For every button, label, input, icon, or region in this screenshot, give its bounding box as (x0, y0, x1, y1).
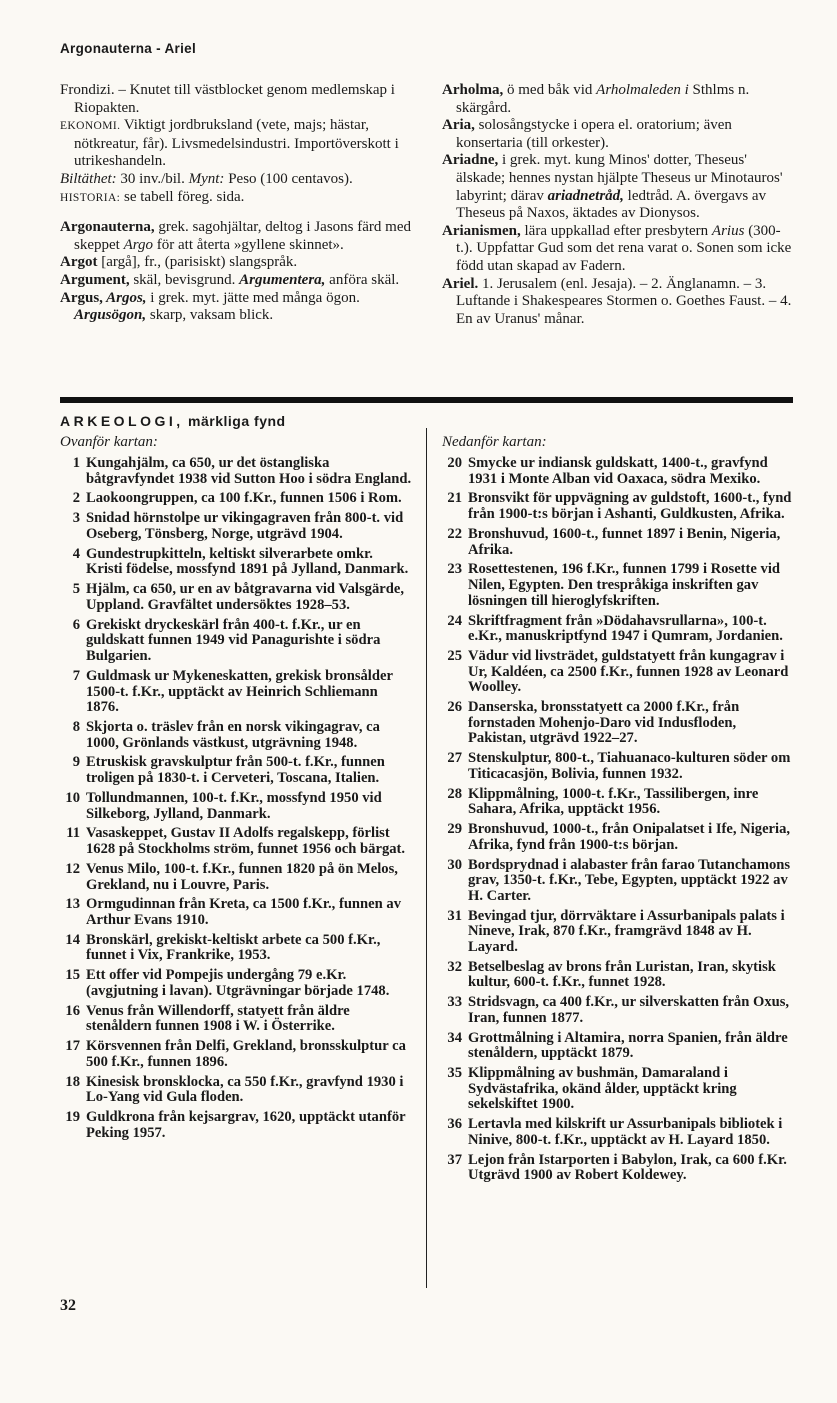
find-item (60, 511, 412, 542)
page-number: 32 (60, 1297, 76, 1314)
find-number: 12 (65, 860, 80, 877)
find-text: Guldmask ur Mykeneskatten, grekisk bronsålder 1500-t. f.Kr., upptäckt av Heinrich Schliemann 1876. (86, 667, 393, 716)
find-text: Venus Milo, 100-t. f.Kr., funnen 1820 på ön Melos, Grekland, nu i Louvre, Paris. (86, 860, 398, 893)
history-text: se tabell föreg. sida. (120, 188, 245, 205)
find-number: 13 (65, 896, 80, 913)
find-number: 20 (447, 455, 462, 471)
find-number: 1 (72, 455, 80, 471)
entry-headword: Argument, (60, 271, 130, 288)
find-number: 17 (65, 1038, 80, 1055)
section-title (60, 413, 286, 429)
density-label: Biltäthet: (60, 170, 117, 187)
right-subheading: Nedanför kartan: (442, 434, 547, 450)
history-paragraph (60, 189, 414, 208)
find-text: Kungahjälm, ca 650, ur det östangliska båtgravfyndet 1938 vid Sutton Hoo i södra England. (86, 455, 412, 487)
entry-text: skarp, vaksam blick. (146, 307, 274, 324)
entry-text: för att återta »gyllene skinnet». (153, 236, 344, 253)
entry-headword: Arholma, (442, 82, 504, 98)
entry-argot (60, 254, 414, 272)
history-label: HISTORIA: (60, 191, 121, 204)
find-text: Ormgudinnan från Kreta, ca 1500 f.Kr., funnen av Arthur Evans 1910. (86, 896, 402, 928)
find-text: Ett offer vid Pompejis undergång 79 e.Kr. (avgjutning i lavan). Utgrävningar började 1748. (86, 967, 390, 999)
entry-italic: Argusögon, (74, 307, 147, 324)
find-text: Venus från Willendorff, statyett från äldre stenåldern funnen 1908 i W. i Österrike. (86, 1002, 350, 1035)
entry-text: i grek. myt. kung Minos' dotter, Theseus' älskade; hennes nystan hjälpte Theseus ur Minotauros' labyrint; därav (456, 152, 783, 204)
entry-headword: Ariel. (442, 275, 479, 292)
find-item (60, 547, 412, 578)
find-number: 27 (447, 750, 462, 767)
entry-text: grek. sagohjältar, deltog i Jasons färd med skeppet (74, 219, 411, 253)
find-item (442, 1117, 794, 1148)
find-item (60, 618, 412, 665)
entry-italic: ariadnetråd, (547, 187, 624, 204)
find-number: 4 (72, 545, 80, 562)
entry-headword: Ariadne, (442, 152, 499, 169)
find-number: 29 (447, 821, 462, 838)
find-item (442, 491, 794, 522)
entry-text: ö med båk vid (503, 82, 597, 98)
find-item (442, 1031, 794, 1062)
find-number: 19 (65, 1109, 80, 1126)
entry-italic: Argo (123, 236, 154, 253)
entry-ariadne (442, 152, 796, 222)
find-item (442, 649, 794, 696)
find-text: Vädur vid livsträdet, guldstatyett från kungagrav i Ur, Kaldéen, ca 2500 f.Kr., funnen 1928 av Leonard Woolley. (468, 648, 789, 696)
find-number: 21 (447, 490, 462, 507)
top-left-column (60, 82, 414, 325)
find-text: Kinesisk bronsklocka, ca 550 f.Kr., gravfynd 1930 i Lo-Yang vid Gula floden. (86, 1073, 404, 1106)
find-item (60, 1004, 412, 1035)
entry-text: Sthlms n. skärgård. (456, 82, 750, 116)
entry-text: lära uppkallad efter presbytern (520, 222, 712, 239)
find-text: Danserska, bronsstatyett ca 2000 f.Kr., från fornstaden Mohenjo-Daro vid Indusfloden, Pakistan, utgrävd 1922–27. (468, 699, 740, 747)
find-number: 33 (447, 994, 462, 1011)
find-number: 31 (447, 907, 462, 924)
finds-list-right (442, 456, 794, 1188)
running-head: Argonauterna - Ariel (60, 41, 197, 56)
find-item (442, 456, 794, 487)
find-item (60, 669, 412, 716)
find-item (442, 614, 794, 645)
find-text: Lejon från Istarporten i Babylon, Irak, ca 600 f.Kr. Utgrävd 1900 av Robert Koldewey. (468, 1151, 787, 1184)
find-number: 5 (72, 581, 80, 598)
entry-headword: Arianismen, (442, 222, 521, 239)
find-number: 9 (72, 754, 80, 771)
entry-text: ledtråd. A. övergavs av Theseus på Naxos, äktades av Dionysos. (456, 187, 767, 222)
find-number: 16 (65, 1002, 80, 1019)
find-text: Stridsvagn, ca 400 f.Kr., ur silverskatten från Oxus, Iran, funnen 1877. (468, 994, 790, 1026)
find-item (60, 968, 412, 999)
find-item (60, 862, 412, 893)
entry-headword: Argot (60, 254, 98, 271)
entry-headword: Argonauterna, (60, 219, 155, 236)
entry-headword: Aria, (442, 117, 475, 134)
find-item (442, 1153, 794, 1184)
find-text: Hjälm, ca 650, ur en av båtgravarna vid Valsgärde, Uppland. Gravfältet undersöktes 1928–53. (86, 581, 404, 613)
entry-text: i grek. myt. jätte med många ögon. (146, 289, 360, 306)
find-item (442, 822, 794, 853)
find-number: 36 (447, 1116, 462, 1133)
density-paragraph (60, 171, 414, 189)
find-number: 18 (65, 1073, 80, 1090)
find-number: 37 (447, 1151, 462, 1168)
find-item (442, 960, 794, 991)
economy-label: EKONOMI. (60, 120, 121, 133)
entry-italic: Argumentera, (239, 271, 326, 288)
find-text: Rosettestenen, 196 f.Kr., funnen 1799 i Rosette vid Nilen, Egypten. Den trespråkiga inskriften gav lösningen till hieroglyfskriften. (468, 561, 780, 609)
find-item (442, 751, 794, 782)
find-item (60, 456, 412, 487)
find-text: Klippmålning, 1000-t. f.Kr., Tassilibergen, inre Sahara, Afrika, upptäckt 1956. (468, 785, 759, 818)
find-number: 32 (447, 958, 462, 975)
entry-argonauterna (60, 219, 414, 254)
find-item (60, 791, 412, 822)
entry-text: solosångstycke i opera el. oratorium; även konsertaria (till orkester). (456, 117, 732, 151)
find-item (60, 1110, 412, 1141)
top-right-column (442, 82, 796, 328)
entry-text: skäl, bevisgrund. (129, 271, 240, 288)
find-item (442, 995, 794, 1026)
currency-label: Mynt: (188, 170, 225, 187)
find-text: Klippmålning av bushmän, Damaraland i Sydvästafrika, okänd ålder, upptäckt kring sekelskiftet 1900. (468, 1065, 737, 1113)
find-number: 2 (72, 490, 80, 507)
find-text: Bronshuvud, 1600-t., funnet 1897 i Benin, Nigeria, Afrika. (468, 525, 781, 558)
entry-aria (442, 117, 796, 152)
find-text: Bevingad tjur, dörrväktare i Assurbanipals palats i Nineve, Irak, 870 f.Kr., framgrävd 1848 av H. Layard. (468, 907, 785, 955)
find-text: Lertavla med kilskrift ur Assurbanipals bibliotek i Ninive, 800-t. f.Kr., upptäckt av H. Layard 1850. (468, 1116, 783, 1148)
entry-italic: Arius (711, 222, 745, 239)
section-rule (60, 397, 793, 403)
left-subheading: Ovanför kartan: (60, 434, 158, 450)
entry-text: anföra skäl. (325, 271, 400, 288)
entry-arianismen (442, 223, 796, 276)
entry-ariel (442, 276, 796, 329)
find-item (442, 562, 794, 609)
find-number: 22 (447, 525, 462, 542)
column-divider (426, 428, 427, 1288)
find-text: Tollundmannen, 100-t. f.Kr., mossfynd 1950 vid Silkeborg, Jylland, Danmark. (86, 789, 382, 822)
find-number: 25 (447, 648, 462, 665)
find-item (60, 826, 412, 857)
find-text: Grottmålning i Altamira, norra Spanien, från äldre stenåldern, upptäckt 1879. (468, 1029, 788, 1062)
find-text: Snidad hörnstolpe ur vikingagraven från 800-t. vid Oseberg, Tönsberg, Norge, utgrävd 1904. (86, 510, 404, 542)
find-item (60, 1039, 412, 1070)
find-item (60, 582, 412, 613)
find-text: Bronshuvud, 1000-t., från Onipalatset i Ife, Nigeria, Afrika, fynd från 1900-t:s början. (468, 821, 791, 853)
find-number: 26 (447, 699, 462, 716)
find-text: Gundestrupkitteln, keltiskt silverarbete omkr. Kristi födelse, mossfynd 1891 på Jylland, Danmark. (86, 545, 409, 578)
find-number: 23 (447, 561, 462, 578)
find-number: 34 (447, 1029, 462, 1046)
entry-argus (60, 290, 414, 325)
find-item (442, 858, 794, 905)
frondizi-paragraph: Frondizi. – Knutet till västblocket genom medlemskap i Riopakten. (60, 82, 395, 116)
section-title-sub: märkliga fynd (183, 413, 286, 429)
density-text: 30 inv./bil. (116, 170, 189, 187)
find-text: Vasaskeppet, Gustav II Adolfs regalskepp, förlist 1628 på Stockholms ström, funnet 1956 och bärgat. (86, 825, 406, 858)
find-text: Guldkrona från kejsargrav, 1620, upptäckt utanför Peking 1957. (86, 1109, 406, 1141)
find-item (442, 1066, 794, 1113)
find-text: Etruskisk gravskulptur från 500-t. f.Kr., funnen troligen på 1830-t. i Cerveteri, Toscana, Italien. (86, 754, 385, 787)
find-item (60, 1075, 412, 1106)
find-item (442, 787, 794, 818)
find-number: 8 (72, 718, 80, 735)
find-item (442, 527, 794, 558)
find-number: 15 (65, 967, 80, 984)
entry-headword: Argus, (60, 289, 103, 306)
find-text: Grekiskt dryckeskärl från 400-t. f.Kr., ur en guldskatt funnen 1949 vid Panagurishte i södra Bulgarien. (86, 616, 381, 665)
find-item (60, 755, 412, 786)
entry-italic: Arholmaleden i (596, 82, 689, 98)
section-title-main: ARKEOLOGI, (60, 413, 184, 429)
find-text: Bronsvikt för uppvägning av guldstoft, 1600-t., fynd från 1900-t:s början i Ashanti, Guldkusten, Afrika. (468, 490, 792, 523)
find-number: 14 (65, 931, 80, 948)
economy-text: Viktigt jordbruksland (vete, majs; hästar, nötkreatur, får). Livsmedelsindustri. Importöverskott i utrikeshandeln. (74, 117, 399, 170)
find-number: 28 (447, 785, 462, 802)
find-text: Bronskärl, grekiskt-keltiskt arbete ca 500 f.Kr., funnet i Vix, Frankrike, 1953. (86, 931, 381, 964)
entry-text: 1. Jerusalem (enl. Jesaja). – 2. Änglanamn. – 3. Luftande i Shakespeares Stormen o. Goethes Faust. – 4. En av Uranus' månar. (456, 275, 792, 327)
find-number: 24 (447, 612, 462, 629)
find-text: Smycke ur indiansk guldskatt, 1400-t., gravfynd 1931 i Monte Alban vid Oaxaca, södra Mexiko. (468, 455, 768, 487)
find-item (60, 491, 412, 507)
find-text: Körsvennen från Delfi, Grekland, bronsskulptur ca 500 f.Kr., funnen 1896. (86, 1038, 406, 1070)
entry-argument (60, 272, 414, 290)
entry-arholma (442, 82, 796, 117)
find-number: 11 (66, 825, 80, 842)
find-item (60, 897, 412, 928)
find-number: 7 (72, 667, 80, 684)
find-text: Bordsprydnad i alabaster från farao Tutanchamons grav, 1350-t. f.Kr., Tebe, Egypten, upptäckt 1922 av H. Carter. (468, 856, 791, 904)
find-item (442, 700, 794, 747)
find-item (60, 720, 412, 751)
find-number: 30 (447, 856, 462, 873)
find-number: 35 (447, 1065, 462, 1082)
find-number: 10 (65, 789, 80, 806)
finds-list-left (60, 456, 412, 1146)
find-number: 6 (72, 616, 80, 633)
find-number: 3 (72, 510, 80, 527)
find-text: Skjorta o. träslev från en norsk vikingagrav, ca 1000, Grönlands västkust, utgrävning 1948. (86, 718, 380, 751)
find-text: Skriftfragment från »Dödahavsrullarna», 100-t. e.Kr., manuskriptfynd 1947 i Qumram, Jordanien. (468, 612, 783, 645)
currency-text: Peso (100 centavos). (224, 170, 353, 187)
find-item (60, 933, 412, 964)
find-text: Betselbeslag av brons från Luristan, Iran, skytisk kultur, 600-t. f.Kr., funnet 1928. (468, 958, 776, 991)
find-item (442, 909, 794, 956)
find-text: Laokoongruppen, ca 100 f.Kr., funnen 1506 i Rom. (86, 490, 402, 507)
economy-paragraph (60, 117, 414, 171)
entry-italic: Argos, (102, 289, 147, 306)
entry-text: [argå], fr., (parisiskt) slangspråk. (97, 254, 298, 271)
entry-text: (300-t.). Uppfattar Gud som det rena varat o. Sonen som icke född utan skapad av Fadern. (456, 222, 792, 274)
find-text: Stenskulptur, 800-t., Tiahuanaco-kulturen söder om Titicacasjön, Bolivia, funnen 1932. (468, 750, 791, 782)
